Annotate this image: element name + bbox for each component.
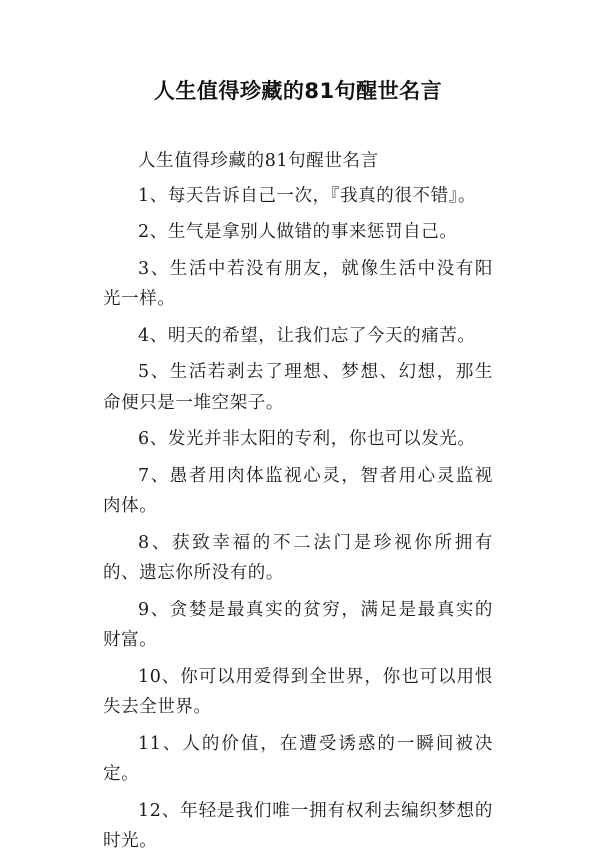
quote-6: 6、发光并非太阳的专利，你也可以发光。 — [138, 429, 476, 449]
quote-5: 5、生活若剥去了理想、梦想、幻想，那生命便只是一堆空架子。 — [103, 362, 493, 413]
quote-2: 2、生气是拿别人做错的事来惩罚自己。 — [138, 222, 458, 242]
quote-9: 9、贪婪是最真实的贫穷，满足是最真实的财富。 — [103, 599, 493, 650]
quote-3: 3、生活中若没有朋友，就像生活中没有阳光一样。 — [103, 258, 493, 309]
quote-7: 7、愚者用肉体监视心灵，智者用心灵监视肉体。 — [103, 465, 493, 516]
quote-11: 11、人的价值，在遭受诱惑的一瞬间被决定。 — [103, 733, 493, 784]
quote-12: 12、年轻是我们唯一拥有权利去编织梦想的时光。 — [103, 800, 493, 851]
quote-10: 10、你可以用爱得到全世界，你也可以用恨失去全世界。 — [103, 666, 493, 717]
quote-4: 4、明天的希望，让我们忘了今天的痛苦。 — [138, 325, 476, 346]
quote-1: 1、每天告诉自己一次，『我真的很不错』。 — [138, 185, 477, 206]
document-title: 人生值得珍藏的81句醒世名言 — [153, 79, 443, 103]
quote-8: 8、获致幸福的不二法门是珍视你所拥有的、遗忘你所没有的。 — [103, 532, 493, 583]
document-subtitle: 人生值得珍藏的81句醒世名言 — [138, 151, 379, 171]
document-body — [103, 146, 493, 857]
